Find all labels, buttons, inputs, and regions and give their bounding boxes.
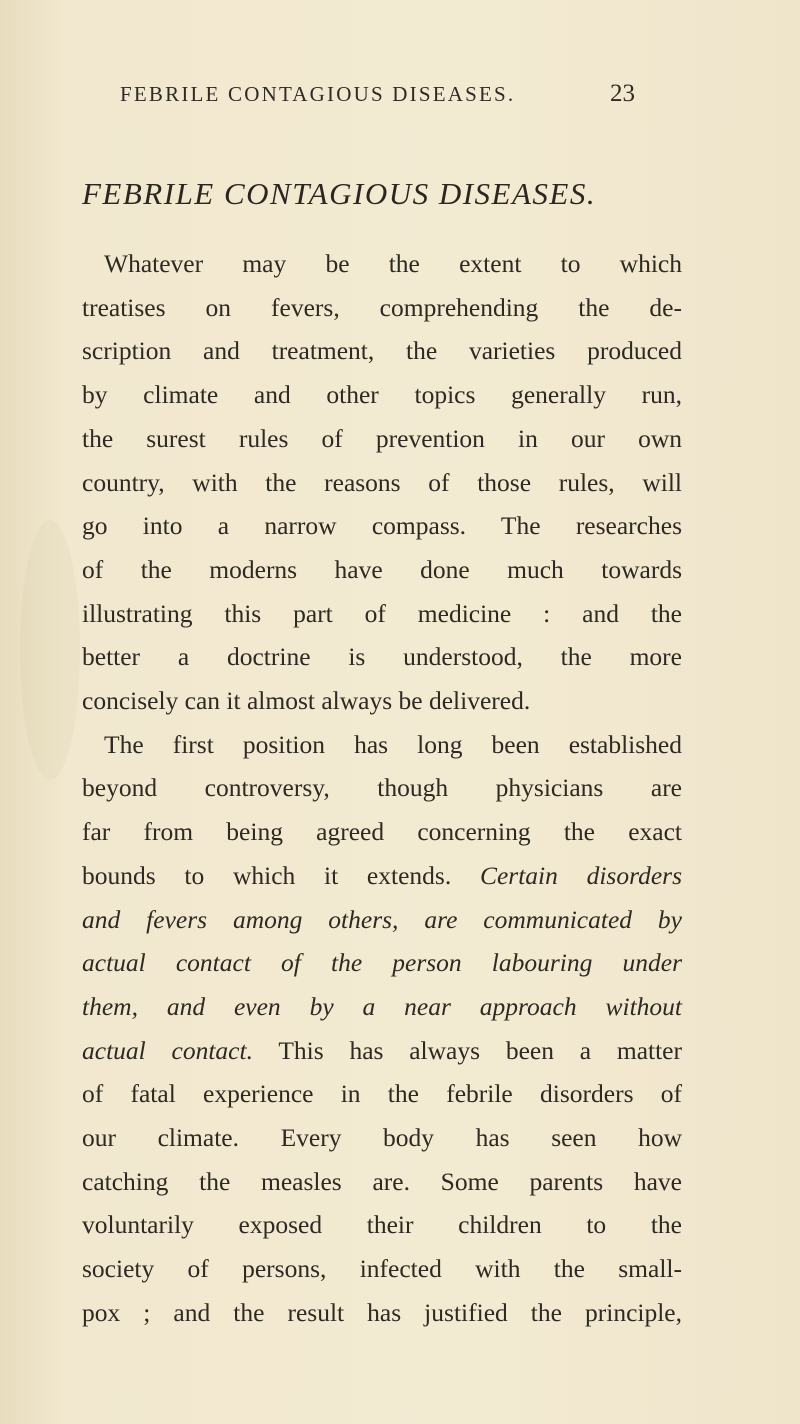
text-line: our climate. Every body has seen how (82, 1123, 682, 1153)
text-line: concisely can it almost always be delivered. (82, 686, 531, 716)
text-line: go into a narrow compass. The researches (82, 511, 682, 541)
running-header: FEBRILE CONTAGIOUS DISEASES. (120, 82, 516, 106)
text-line: illustrating this part of medicine : and the (82, 598, 682, 628)
text-line: better a doctrine is understood, the more (82, 642, 682, 672)
text-line: far from being agreed concerning the exact (82, 817, 682, 847)
text-line: of the moderns have done much towards (82, 554, 682, 584)
text-line: voluntarily exposed their children to the (82, 1210, 682, 1240)
text-line: country, with the reasons of those rules, will (82, 467, 682, 497)
italic-line: and fevers among others, are communicated by (82, 904, 682, 934)
text-line: Whatever may be the extent to which (104, 249, 682, 278)
text-line: scription and treatment, the varieties produced (82, 336, 682, 366)
italic-line: actual contact of the person labouring under (82, 948, 682, 978)
text-line-mixed (82, 854, 682, 898)
body-text (82, 242, 682, 1335)
italic-segment: actual contact. (82, 1035, 253, 1065)
italic-line: them, and even by a near approach without (82, 991, 682, 1021)
text-segment: This has always been a matter (278, 1035, 682, 1065)
text-line: society of persons, infected with the small- (82, 1254, 682, 1284)
page-number: 23 (610, 80, 635, 107)
text-segment: bounds to which it extends. (82, 860, 452, 890)
text-line: treatises on fevers, comprehending the de- (82, 292, 682, 322)
chapter-title: FEBRILE CONTAGIOUS DISEASES. (82, 176, 597, 211)
page-stain (20, 520, 80, 780)
text-line: The first position has long been established (104, 729, 682, 759)
text-line: of fatal experience in the febrile disorders of (82, 1079, 682, 1109)
text-line: the surest rules of prevention in our own (82, 423, 682, 453)
text-line: beyond controversy, though physicians are (82, 773, 682, 803)
text-line: by climate and other topics generally run, (82, 380, 682, 410)
text-line: catching the measles are. Some parents have (82, 1166, 682, 1196)
text-line: pox ; and the result has justified the principle, (82, 1297, 682, 1327)
italic-segment: Certain disorders (479, 860, 682, 890)
text-line-mixed (82, 1029, 682, 1073)
